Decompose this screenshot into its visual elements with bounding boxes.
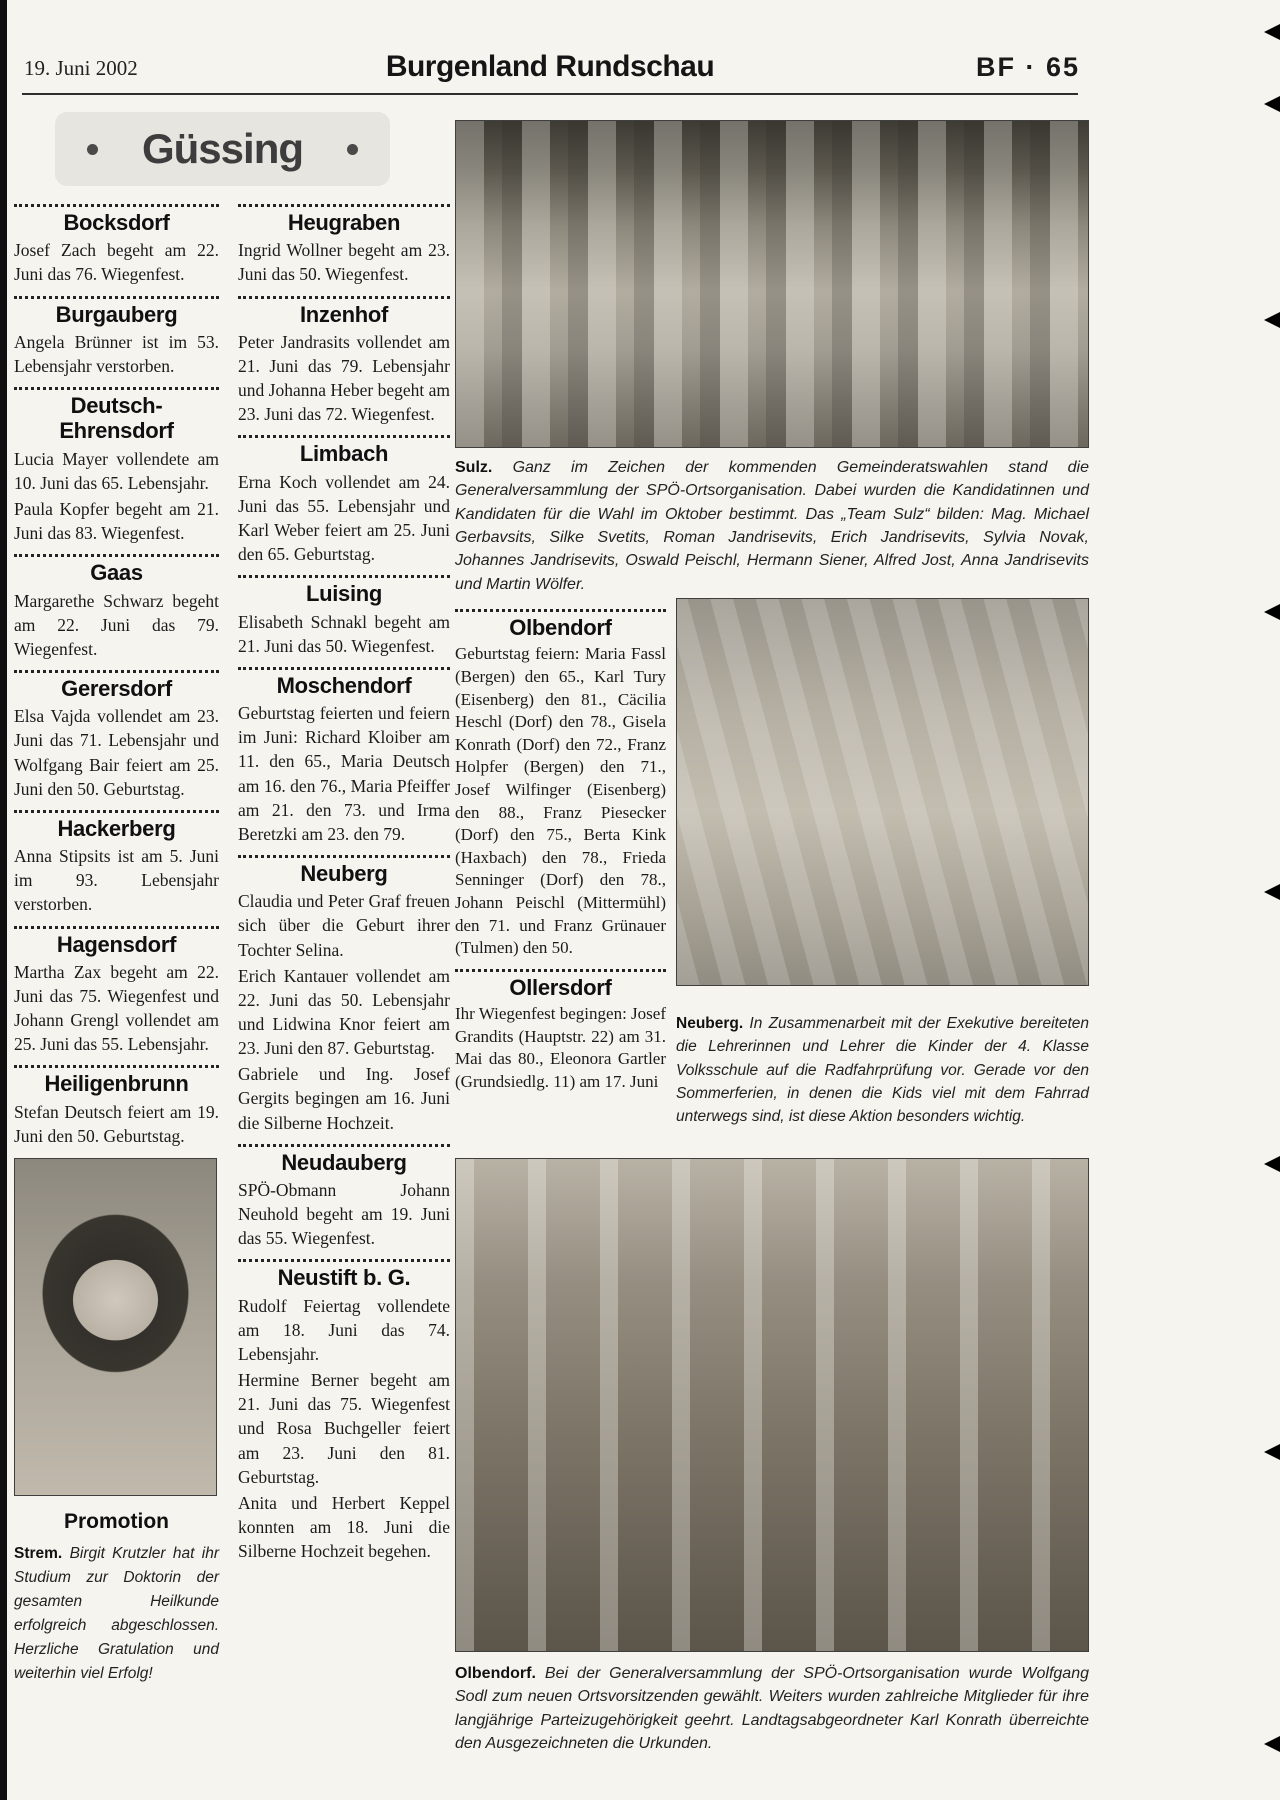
article-limbach bbox=[238, 435, 450, 566]
article-hackerberg bbox=[14, 810, 219, 917]
article-title: Olbendorf bbox=[509, 615, 612, 640]
article-title: Neuberg bbox=[300, 861, 388, 887]
caption-lead: Olbendorf. bbox=[455, 1665, 536, 1682]
caption-text: Ganz im Zeichen der kommenden Gemeinderatswahlen stand die Generalversammlung der SPÖ-Ortsorganisation. Dabei wurden die Kandidatinnen und Kandidaten für die Wahl im Oktober bestimmt. Das „Team Sulz“ bilden: Mag. Michael Gerbavsits, Silke Svetits, Roman Jandrisevits, Erich Jandrisevits, Sylvia Novak, Johannes Jandrisevits, Oswald Peischl, Hermann Siener, Alfred Jost, Anna Jandrisevits und Martin Wölfer. bbox=[455, 459, 1089, 593]
dotted-divider bbox=[14, 554, 219, 557]
article-title: Ollersdorf bbox=[509, 974, 612, 1000]
dotted-divider bbox=[14, 670, 219, 673]
article-paragraph: Erna Koch vollendet am 24. Juni das 55. Lebensjahr und Karl Weber feiert am 25. Juni den 65. Geburtstag. bbox=[238, 471, 450, 565]
article-title: Hackerberg bbox=[57, 815, 176, 841]
issue-date: 19. Juni 2002 bbox=[24, 56, 138, 80]
article-title: Moschendorf bbox=[276, 672, 412, 698]
article-bocksdorf bbox=[14, 204, 219, 287]
article-title: Heiligenbrunn bbox=[44, 1071, 189, 1097]
bullet-icon bbox=[347, 144, 358, 155]
article-paragraph: Geburtstag feiern: Maria Fassl (Bergen) den 65., Karl Tury (Eisenberg) den 81., Cäcilia Heschl (Dorf) den 78., Gisela Konrath (Dorf) den 72., Franz Holpfer (Bergen) den 71., Josef Wilfinger (Eisenberg) den 88., Franz Piesecker (Dorf) den 75., Berta Kink (Haxbach) den 78., Frieda Senninger (Dorf) den 78., Johann Peischl (Mittermühl) den 71. und Franz Grünauer (Tulmen) den 50. bbox=[455, 644, 666, 958]
dotted-divider bbox=[14, 296, 219, 299]
article-heugraben bbox=[238, 204, 450, 287]
article-paragraph: Margarethe Schwarz begeht am 22. Juni das 79. Wiegenfest. bbox=[14, 590, 219, 659]
article-luising bbox=[238, 575, 450, 658]
article-paragraph: Claudia und Peter Graf freuen sich über die Geburt ihrer Tochter Selina. bbox=[238, 891, 450, 960]
article-paragraph: Elsa Vajda vollendet am 23. Juni das 71. Lebensjahr und Wolfgang Bair feiert am 25. Juni den 50. Geburtstag. bbox=[14, 706, 219, 799]
ceremony-group-photo bbox=[455, 1158, 1089, 1652]
scan-artifact-icon bbox=[1264, 96, 1280, 112]
caption-text: Birgit Krutzler hat ihr Studium zur Doktorin der gesamten Heilkunde erfolgreich abgeschlossen. Herzliche Gratulation und weiterhin viel Erfolg! bbox=[14, 1545, 219, 1683]
article-burgauberg bbox=[14, 296, 219, 379]
article-paragraph: Martha Zax begeht am 22. Juni das 75. Wiegenfest und Johann Grengl vollendet am 25. Juni das 55. Lebensjahr. bbox=[14, 961, 219, 1055]
scan-artifact-icon bbox=[1264, 1444, 1280, 1460]
middle-column bbox=[238, 195, 450, 1565]
article-ollersdorf bbox=[455, 969, 666, 1094]
dotted-divider bbox=[14, 926, 219, 929]
scan-artifact-icon bbox=[1264, 24, 1280, 40]
dotted-divider bbox=[238, 1144, 450, 1147]
dotted-divider bbox=[238, 204, 450, 207]
article-paragraph: Ihr Wiegenfest begingen: Josef Grandits (Hauptstr. 22) am 31. Mai das 80., Eleonora Gartler (Grundsiedlg. 11) am 17. Juni bbox=[455, 1004, 666, 1091]
article-paragraph: Geburtstag feierten und feiern im Juni: Richard Kloiber am 11. den 65., Maria Deutsch am 16. den 76., Maria Pfeiffer am 21. den 73. und Irma Beretzki am 23. den 79. bbox=[238, 703, 450, 844]
dotted-divider bbox=[14, 810, 219, 813]
page-number: BF · 65 bbox=[975, 52, 1080, 82]
article-paragraph: Gabriele und Ing. Josef Gergits begingen am 16. Juni die Silberne Hochzeit. bbox=[238, 1064, 450, 1133]
article-paragraph: Stefan Deutsch feiert am 19. Juni den 50. Geburtstag. bbox=[14, 1101, 219, 1146]
article-hagensdorf bbox=[14, 926, 219, 1057]
header-rule bbox=[22, 93, 1078, 95]
article-neuberg bbox=[238, 855, 450, 1135]
scan-artifact-icon bbox=[1264, 1156, 1280, 1172]
dotted-divider bbox=[238, 1259, 450, 1262]
article-title: Neustift b. G. bbox=[277, 1265, 411, 1291]
article-paragraph: Paula Kopfer begeht am 21. Juni das 83. Wiegenfest. bbox=[14, 499, 219, 544]
article-neustift bbox=[238, 1259, 450, 1563]
bullet-icon bbox=[87, 144, 98, 155]
scan-edge-strip bbox=[0, 0, 7, 1800]
dotted-divider bbox=[238, 435, 450, 438]
caption-text: Bei der Generalversammlung der SPÖ-Ortsorganisation wurde Wolfgang Sodl zum neuen Ortsvorsitzenden gewählt. Weiters wurden zahlreiche Mitglieder für ihre langjährige Parteizugehörigkeit geehrt. Landtagsabgeordneter Karl Konrath überreichte den Ausgezeichneten die Urkunden. bbox=[455, 1665, 1089, 1753]
sulz-caption bbox=[455, 456, 1089, 596]
portrait-photo bbox=[14, 1158, 217, 1496]
article-title: Luising bbox=[305, 581, 383, 607]
bike-training-photo bbox=[676, 598, 1089, 986]
dotted-divider bbox=[238, 296, 450, 299]
dotted-divider bbox=[14, 204, 219, 207]
article-title: Bocksdorf bbox=[63, 210, 170, 235]
article-title: Heugraben bbox=[287, 210, 401, 235]
article-title: Hagensdorf bbox=[56, 931, 177, 957]
article-neudauberg bbox=[238, 1144, 450, 1251]
section-badge bbox=[55, 112, 390, 186]
article-title: Limbach bbox=[299, 441, 389, 467]
scan-artifact-icon bbox=[1264, 604, 1280, 620]
scan-artifact-icon bbox=[1264, 312, 1280, 328]
right-text-column bbox=[455, 600, 666, 1096]
article-gerersdorf bbox=[14, 670, 219, 801]
article-paragraph: Josef Zach begeht am 22. Juni das 76. Wiegenfest. bbox=[14, 240, 219, 285]
article-title: Neudauberg bbox=[281, 1149, 407, 1175]
article-paragraph: Hermine Berner begeht am 21. Juni das 75. Wiegenfest und Rosa Buchgeller feiert am 23. Juni den 81. Geburtstag. bbox=[238, 1370, 450, 1487]
article-paragraph: Anita und Herbert Keppel konnten am 18. Juni die Silberne Hochzeit begehen. bbox=[238, 1492, 450, 1562]
neuberg-caption bbox=[676, 1012, 1089, 1128]
caption-lead: Sulz. bbox=[455, 459, 493, 476]
left-column bbox=[14, 195, 219, 1686]
caption-text: In Zusammenarbeit mit der Exekutive bereiteten die Lehrerinnen und Lehrer die Kinder der 4. Klasse Volksschule auf die Radfahrprüfung vor. Gerade vor den Sommerferien, in denen die Kids viel mit dem Fahrrad unterwegs sind, ist diese Aktion besonders wichtig. bbox=[676, 1015, 1089, 1125]
article-paragraph: Lucia Mayer vollendete am 10. Juni das 65. Lebensjahr. bbox=[14, 448, 219, 493]
strem-caption bbox=[14, 1542, 219, 1686]
article-paragraph: SPÖ-Obmann Johann Neuhold begeht am 19. Juni das 55. Wiegenfest. bbox=[238, 1180, 450, 1249]
article-heiligenbrunn bbox=[14, 1065, 219, 1148]
dotted-divider bbox=[14, 387, 219, 390]
dotted-divider bbox=[238, 667, 450, 670]
article-paragraph: Erich Kantauer vollendet am 22. Juni das 50. Lebensjahr und Lidwina Knor feiert am 23. Juni den 87. Geburtstag. bbox=[238, 965, 450, 1059]
dotted-divider bbox=[14, 1065, 219, 1068]
sulz-group-photo bbox=[455, 120, 1089, 448]
article-paragraph: Ingrid Wollner begeht am 23. Juni das 50. Wiegenfest. bbox=[238, 240, 450, 285]
caption-lead: Strem. bbox=[14, 1545, 63, 1563]
article-title: Gaas bbox=[90, 560, 143, 586]
dotted-divider bbox=[238, 575, 450, 578]
article-paragraph: Anna Stipsits ist am 5. Juni im 93. Lebensjahr verstorben. bbox=[14, 846, 219, 915]
dotted-divider bbox=[455, 609, 666, 612]
caption-lead: Neuberg. bbox=[676, 1015, 744, 1032]
article-deutsch-ehrensdorf bbox=[14, 387, 219, 545]
article-paragraph: Peter Jandrasits vollendet am 21. Juni das 79. Lebensjahr und Johanna Heber begeht am 23. Juni das 72. Wiegenfest. bbox=[238, 331, 450, 425]
newspaper-title: Burgenland Rundschau bbox=[385, 50, 715, 83]
article-moschendorf bbox=[238, 667, 450, 846]
article-title: Inzenhof bbox=[299, 301, 389, 327]
dotted-divider bbox=[455, 969, 666, 972]
article-inzenhof bbox=[238, 296, 450, 427]
olbendorf-caption bbox=[455, 1662, 1089, 1755]
article-paragraph: Rudolf Feiertag vollendete am 18. Juni das 74. Lebensjahr. bbox=[238, 1295, 450, 1365]
article-gaas bbox=[14, 554, 219, 661]
scan-artifact-icon bbox=[1264, 884, 1280, 900]
article-olbendorf bbox=[455, 609, 666, 960]
article-title: Burgauberg bbox=[55, 301, 178, 327]
dotted-divider bbox=[238, 855, 450, 858]
article-title: Deutsch-Ehrensdorf bbox=[59, 393, 174, 444]
promotion-heading: Promotion bbox=[64, 1510, 169, 1534]
article-paragraph: Elisabeth Schnakl begeht am 21. Juni das 50. Wiegenfest. bbox=[238, 611, 450, 656]
section-title: Güssing bbox=[141, 125, 304, 172]
scan-artifact-icon bbox=[1264, 1736, 1280, 1752]
article-paragraph: Angela Brünner ist im 53. Lebensjahr verstorben. bbox=[14, 331, 219, 377]
article-title: Gerersdorf bbox=[61, 676, 172, 702]
